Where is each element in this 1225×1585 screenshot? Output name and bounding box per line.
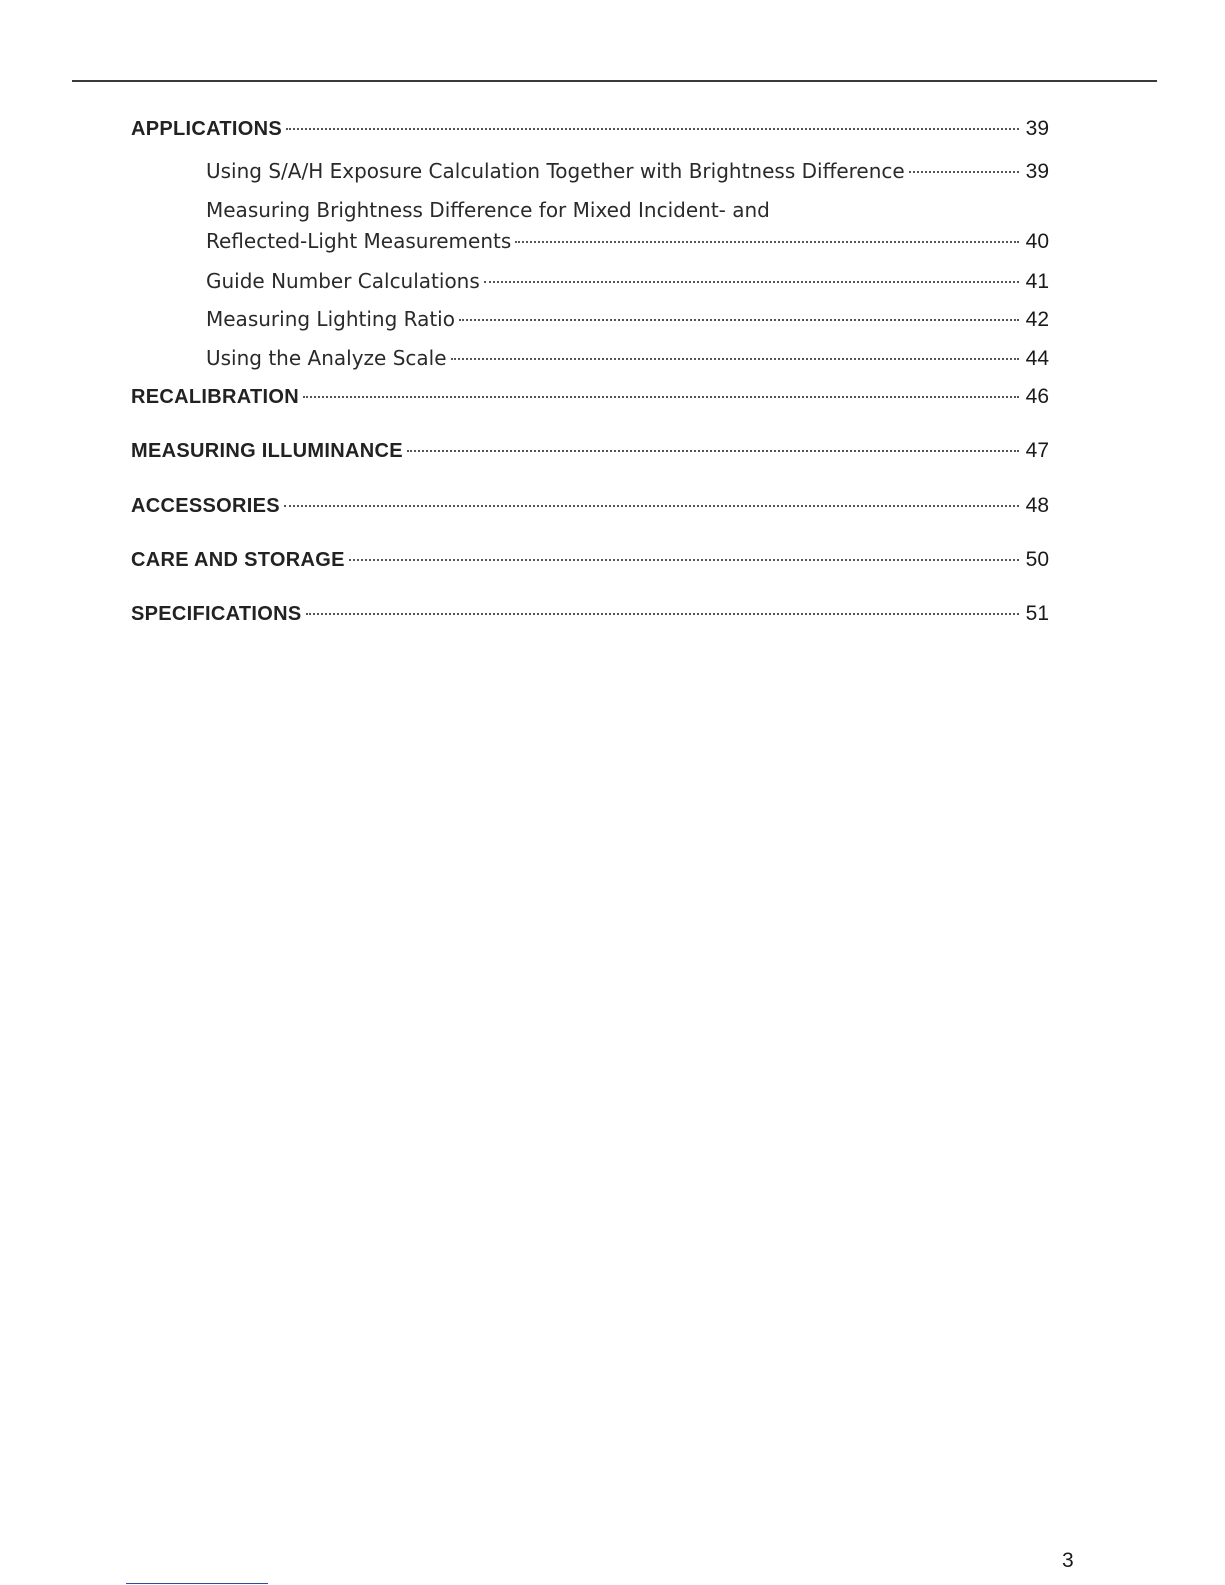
toc-subentry-mixed-line1[interactable]: Measuring Brightness Difference for Mixed Incident- and [206, 198, 770, 222]
toc-entry-label: RECALIBRATION [131, 386, 299, 408]
toc-entry-page: 39 [1025, 117, 1049, 140]
dot-leader [459, 319, 1019, 321]
toc-subentry-label: Guide Number Calculations [206, 269, 480, 293]
toc-entry-label: CARE AND STORAGE [131, 549, 345, 571]
toc-entry-label: SPECIFICATIONS [131, 603, 302, 625]
toc-entry-label: MEASURING ILLUMINANCE [131, 440, 403, 462]
dot-leader [451, 358, 1020, 360]
toc-entry-recalibration[interactable] [131, 385, 1049, 409]
toc-subentry-page: 39 [1025, 160, 1049, 183]
toc-entry-label: APPLICATIONS [131, 118, 283, 140]
toc-subentry-sah-exposure[interactable] [206, 159, 1049, 184]
bottom-edge-line [126, 1583, 268, 1584]
page-number: 3 [1062, 1549, 1074, 1572]
dot-leader [909, 171, 1019, 173]
toc-subentry-page: 40 [1025, 230, 1049, 253]
toc-subentry-analyze-scale[interactable] [206, 346, 1049, 371]
toc-entry-page: 51 [1025, 602, 1049, 625]
dot-leader [407, 450, 1019, 452]
dot-leader [515, 241, 1019, 243]
toc-entry-accessories[interactable] [131, 494, 1049, 518]
toc-subentry-page: 42 [1025, 308, 1049, 331]
toc-entry-page: 46 [1025, 385, 1049, 408]
toc-entry-label: ACCESSORIES [131, 495, 280, 517]
toc-subentry-mixed-measurements[interactable] [206, 229, 1049, 254]
toc-subentry-label: Using the Analyze Scale [206, 346, 447, 370]
dot-leader [484, 281, 1019, 283]
dot-leader [306, 613, 1019, 615]
toc-entry-measuring-illuminance[interactable] [131, 439, 1049, 463]
toc-entry-applications[interactable] [131, 117, 1049, 141]
toc-entry-page: 48 [1025, 494, 1049, 517]
dot-leader [349, 559, 1019, 561]
toc-subentry-page: 44 [1025, 347, 1049, 370]
toc-entry-specifications[interactable] [131, 602, 1049, 626]
toc-subentry-label: Measuring Lighting Ratio [206, 307, 455, 331]
toc-subentry-label: Using S/A/H Exposure Calculation Together with Brightness Difference [206, 159, 905, 183]
toc-entry-page: 50 [1025, 548, 1049, 571]
dot-leader [286, 128, 1019, 130]
top-rule [72, 80, 1157, 82]
dot-leader [284, 505, 1019, 507]
toc-entry-care-and-storage[interactable] [131, 548, 1049, 572]
toc-subentry-page: 41 [1025, 270, 1049, 293]
toc-subentry-guide-number[interactable] [206, 269, 1049, 294]
toc-subentry-label: Reflected-Light Measurements [206, 229, 512, 253]
toc-entry-page: 47 [1025, 439, 1049, 462]
toc-subentry-lighting-ratio[interactable] [206, 307, 1049, 332]
dot-leader [303, 396, 1019, 398]
